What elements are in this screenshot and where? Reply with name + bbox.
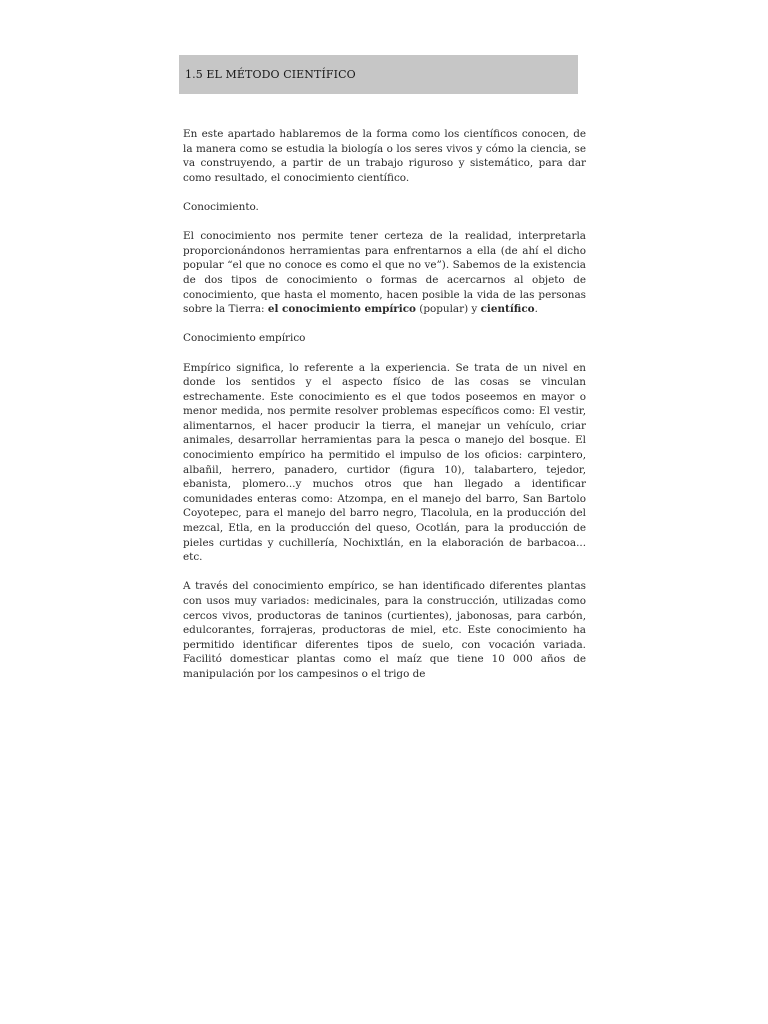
conocimiento-text-1: El conocimiento nos permite tener certeza de la realidad, interpretarla proporcionándonos herramientas para enfrentarnos a ella (de ahí el dicho popular “el que no conoce es como el que no ve”). Sabemos de la existencia de dos tipos de conocimiento o formas de acercarnos al objeto de conocimiento, que hasta el momento, hacen posible la vida de las personas sobre la Tierra: [183,230,586,316]
empirico-paragraph: Empírico significa, lo referente a la experiencia. Se trata de un nivel en donde los sentidos y el aspecto físico de las cosas se vinculan estrechamente. Este conocimiento es el que todos poseemos en mayor o menor medida, nos permite resolver problemas específicos como: El vestir, alimentarnos, el hacer producir la tierra, el manejar un vehículo, criar animales, desarrollar herramientas para la pesca o manejo del bosque. El conocimiento empírico ha permitido el impulso de los oficios: carpintero, albañil, herrero, panadero, curtidor (figura 10), talabartero, tejedor, ebanista, plomero...y muchos otros que han llegado a identificar comunidades enteras como: Atzompa, en el manejo del barro, San Bartolo Coyotepec, para el manejo del barro negro, Tlacolula, en la producción del mezcal, Etla, en la producción del queso, Ocotlán, para la producción de pieles curtidas y cuchillería, Nochixtlán, en la elaboración de barbacoa... etc. [183,361,586,564]
conocimiento-text-3: . [534,303,538,316]
conocimiento-paragraph [183,229,586,317]
conocimiento-heading: Conocimiento. [183,200,259,213]
document-body [183,127,586,682]
intro-paragraph: En este apartado hablaremos de la forma como los científicos conocen, de la manera como se estudia la biología o los seres vivos y cómo la ciencia, se va construyendo, a partir de un trabajo riguroso y sistemático, para dar como resultado, el conocimiento científico. [183,128,586,184]
conocimiento-text-2: (popular) y [415,303,481,316]
empirico-term: el conocimiento empírico [267,303,416,316]
plantas-paragraph: A través del conocimiento empírico, se han identificado diferentes plantas con usos muy variados: medicinales, para la construcción, utilizadas como cercos vivos, productoras de taninos (curtientes), jabonosas, para carbón, edulcorantes, forrajeras, productoras de miel, etc. Este conocimiento ha permitido identificar diferentes tipos de suelo, con vocación variada. Facilitó domesticar plantas como el maíz que tiene 10 000 años de manipulación por los campesinos o el trigo de [183,580,586,680]
empirico-heading: Conocimiento empírico [183,332,306,345]
cientifico-term: científico [480,303,535,316]
section-title: 1.5 EL MÉTODO CIENTÍFICO [185,68,356,81]
section-header-bar [179,55,578,94]
